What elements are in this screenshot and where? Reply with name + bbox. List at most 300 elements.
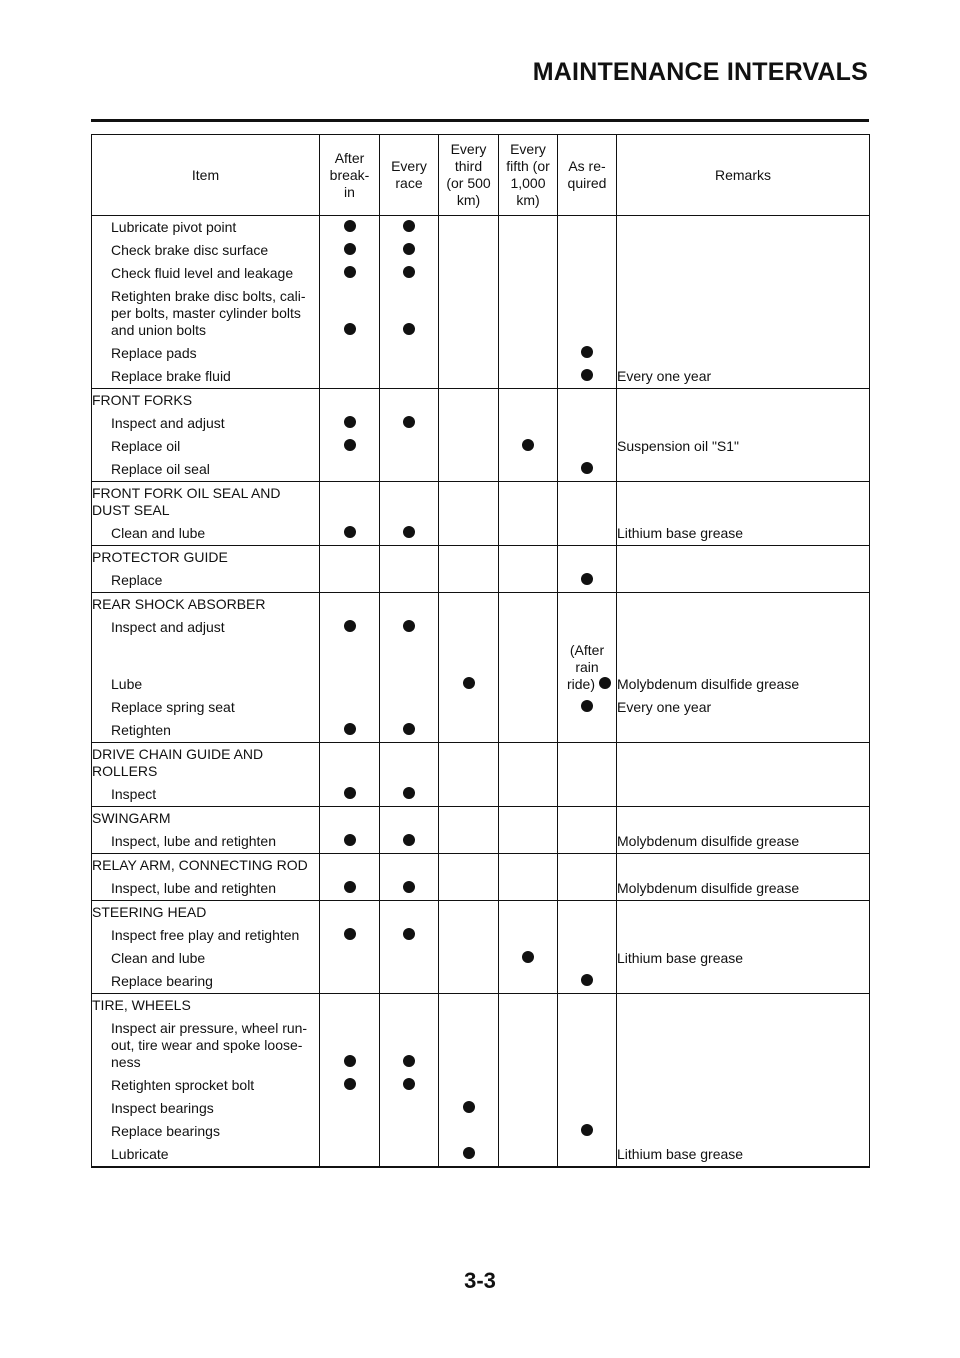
remark-text — [617, 412, 870, 435]
item-text: Replace pads — [92, 342, 320, 365]
interval-cell — [499, 342, 558, 365]
table-header-row — [92, 135, 870, 216]
table-row — [92, 854, 870, 878]
item-group-heading: REAR SHOCK ABSORBER — [92, 593, 320, 617]
table-row — [92, 924, 870, 947]
filled-circle-icon — [403, 416, 415, 428]
interval-cell — [320, 285, 380, 342]
interval-cell — [499, 783, 558, 807]
remark-text — [617, 216, 870, 240]
interval-cell — [558, 1017, 617, 1074]
interval-cell — [320, 877, 380, 901]
header-remarks: Remarks — [617, 135, 870, 216]
interval-cell — [320, 389, 380, 413]
interval-cell — [380, 639, 439, 696]
interval-cell — [499, 1120, 558, 1143]
item-text: Replace — [92, 569, 320, 593]
interval-cell — [320, 1120, 380, 1143]
filled-circle-icon — [403, 526, 415, 538]
filled-circle-icon — [581, 573, 593, 585]
interval-cell — [439, 783, 499, 807]
table-row — [92, 435, 870, 458]
item-text: Clean and lube — [92, 947, 320, 970]
interval-cell — [439, 1143, 499, 1167]
table-row — [92, 970, 870, 994]
item-text: Inspect, lube and retighten — [92, 877, 320, 901]
table-row — [92, 365, 870, 389]
interval-cell — [439, 522, 499, 546]
filled-circle-icon — [403, 1055, 415, 1067]
filled-circle-icon — [522, 439, 534, 451]
table-row — [92, 546, 870, 570]
interval-cell — [439, 412, 499, 435]
item-text: Inspect bearings — [92, 1097, 320, 1120]
interval-cell — [558, 1120, 617, 1143]
interval-cell — [439, 719, 499, 743]
item-text: Lubricate — [92, 1143, 320, 1167]
filled-circle-icon — [581, 1124, 593, 1136]
interval-cell — [499, 970, 558, 994]
interval-cell — [558, 719, 617, 743]
filled-circle-icon — [344, 526, 356, 538]
remark-text — [617, 1017, 870, 1074]
interval-cell — [558, 482, 617, 523]
title-rule — [91, 119, 869, 122]
interval-cell — [320, 924, 380, 947]
remark-text: Lithium base grease — [617, 522, 870, 546]
filled-circle-icon — [344, 439, 356, 451]
filled-circle-icon — [599, 677, 611, 689]
interval-cell — [320, 854, 380, 878]
table-row — [92, 458, 870, 482]
interval-cell — [558, 569, 617, 593]
interval-cell — [439, 639, 499, 696]
remark-text — [617, 970, 870, 994]
filled-circle-icon — [522, 951, 534, 963]
interval-cell — [380, 1017, 439, 1074]
interval-cell — [380, 901, 439, 925]
table-row — [92, 783, 870, 807]
filled-circle-icon — [403, 928, 415, 940]
header-every-third: Every third (or 500 km) — [439, 135, 499, 216]
item-text: Inspect, lube and retighten — [92, 830, 320, 854]
interval-cell — [558, 901, 617, 925]
filled-circle-icon — [581, 369, 593, 381]
interval-cell — [499, 546, 558, 570]
table-row — [92, 1074, 870, 1097]
interval-cell — [558, 1074, 617, 1097]
interval-cell — [439, 830, 499, 854]
filled-circle-icon — [344, 416, 356, 428]
interval-cell — [558, 830, 617, 854]
interval-cell — [439, 616, 499, 639]
remark-text — [617, 546, 870, 570]
table-row — [92, 696, 870, 719]
remark-text: Molybdenum disulfide grease — [617, 830, 870, 854]
interval-cell — [499, 743, 558, 784]
item-text: Inspect and adjust — [92, 616, 320, 639]
interval-cell — [439, 1120, 499, 1143]
item-text: Replace oil — [92, 435, 320, 458]
interval-cell — [320, 342, 380, 365]
interval-cell — [320, 435, 380, 458]
interval-cell — [439, 342, 499, 365]
interval-cell — [439, 696, 499, 719]
interval-cell — [499, 216, 558, 240]
interval-cell — [558, 1097, 617, 1120]
interval-cell — [320, 239, 380, 262]
filled-circle-icon — [463, 1147, 475, 1159]
interval-cell — [558, 522, 617, 546]
interval-cell — [499, 807, 558, 831]
item-text: Replace oil seal — [92, 458, 320, 482]
remark-text: Every one year — [617, 696, 870, 719]
filled-circle-icon — [344, 620, 356, 632]
interval-cell — [499, 435, 558, 458]
interval-cell — [320, 1017, 380, 1074]
filled-circle-icon — [344, 266, 356, 278]
interval-cell — [439, 216, 499, 240]
interval-cell — [439, 947, 499, 970]
header-item: Item — [92, 135, 320, 216]
item-group-heading: FRONT FORKS — [92, 389, 320, 413]
filled-circle-icon — [344, 1055, 356, 1067]
interval-cell — [380, 435, 439, 458]
filled-circle-icon — [403, 723, 415, 735]
remark-text — [617, 994, 870, 1018]
interval-cell — [439, 924, 499, 947]
interval-cell — [499, 901, 558, 925]
interval-cell — [439, 1097, 499, 1120]
interval-cell — [439, 743, 499, 784]
filled-circle-icon — [344, 1078, 356, 1090]
filled-circle-icon — [581, 974, 593, 986]
interval-cell — [320, 639, 380, 696]
interval-cell — [439, 1017, 499, 1074]
interval-cell — [499, 458, 558, 482]
filled-circle-icon — [403, 243, 415, 255]
interval-cell — [320, 365, 380, 389]
item-group-heading: SWINGARM — [92, 807, 320, 831]
item-text: Replace bearing — [92, 970, 320, 994]
interval-note: rain — [575, 659, 599, 675]
table-row — [92, 593, 870, 617]
interval-cell — [499, 639, 558, 696]
interval-cell — [380, 365, 439, 389]
interval-cell — [439, 877, 499, 901]
interval-cell — [380, 458, 439, 482]
interval-cell — [380, 262, 439, 285]
interval-cell — [499, 719, 558, 743]
table-row — [92, 569, 870, 593]
interval-cell — [380, 994, 439, 1018]
interval-cell — [499, 365, 558, 389]
remark-text — [617, 901, 870, 925]
interval-cell — [499, 1097, 558, 1120]
page-number: 3-3 — [464, 1268, 496, 1293]
table-row — [92, 216, 870, 240]
table-row — [92, 262, 870, 285]
interval-cell — [380, 743, 439, 784]
interval-cell — [320, 807, 380, 831]
table-row — [92, 616, 870, 639]
interval-cell — [558, 365, 617, 389]
interval-cell — [320, 970, 380, 994]
remark-text — [617, 262, 870, 285]
filled-circle-icon — [403, 787, 415, 799]
interval-cell — [380, 482, 439, 523]
interval-cell — [439, 482, 499, 523]
item-text: Replace spring seat — [92, 696, 320, 719]
filled-circle-icon — [581, 346, 593, 358]
interval-cell — [558, 854, 617, 878]
interval-cell — [499, 924, 558, 947]
header-every-race: Every race — [380, 135, 439, 216]
filled-circle-icon — [403, 881, 415, 893]
interval-cell — [439, 854, 499, 878]
remark-text — [617, 1074, 870, 1097]
interval-cell — [558, 389, 617, 413]
filled-circle-icon — [344, 787, 356, 799]
interval-cell — [380, 522, 439, 546]
remark-text — [617, 569, 870, 593]
item-text: Replace brake fluid — [92, 365, 320, 389]
interval-cell — [558, 807, 617, 831]
interval-cell — [380, 877, 439, 901]
interval-cell — [380, 389, 439, 413]
remark-text: Molybdenum disulfide grease — [617, 877, 870, 901]
interval-cell — [380, 830, 439, 854]
filled-circle-icon — [463, 1101, 475, 1113]
table-row — [92, 412, 870, 435]
table-row — [92, 1143, 870, 1167]
interval-cell — [439, 389, 499, 413]
remark-text: Every one year — [617, 365, 870, 389]
interval-cell — [380, 285, 439, 342]
filled-circle-icon — [403, 620, 415, 632]
remark-text: Lithium base grease — [617, 947, 870, 970]
remark-text — [617, 239, 870, 262]
table-row — [92, 947, 870, 970]
interval-cell — [380, 239, 439, 262]
interval-cell — [499, 239, 558, 262]
interval-cell — [499, 1074, 558, 1097]
interval-cell — [558, 342, 617, 365]
interval-cell — [380, 1097, 439, 1120]
remark-text — [617, 924, 870, 947]
interval-cell — [380, 1074, 439, 1097]
remark-text — [617, 1120, 870, 1143]
interval-cell — [380, 854, 439, 878]
remark-text: Lithium base grease — [617, 1143, 870, 1167]
interval-cell — [320, 616, 380, 639]
header-after-breakin: After break- in — [320, 135, 380, 216]
interval-cell — [499, 830, 558, 854]
table-row — [92, 239, 870, 262]
filled-circle-icon — [344, 834, 356, 846]
remark-text — [617, 616, 870, 639]
filled-circle-icon — [403, 266, 415, 278]
remark-text — [617, 458, 870, 482]
interval-cell — [439, 435, 499, 458]
interval-cell — [439, 262, 499, 285]
interval-cell — [320, 696, 380, 719]
interval-cell — [320, 830, 380, 854]
interval-cell — [380, 593, 439, 617]
filled-circle-icon — [403, 220, 415, 232]
interval-cell — [320, 901, 380, 925]
interval-note: ride) — [566, 676, 595, 692]
interval-cell — [558, 239, 617, 262]
interval-cell — [499, 1143, 558, 1167]
interval-cell — [320, 783, 380, 807]
interval-cell — [499, 262, 558, 285]
interval-cell — [558, 970, 617, 994]
interval-cell — [380, 342, 439, 365]
table-row — [92, 639, 870, 696]
interval-cell — [380, 783, 439, 807]
interval-cell — [439, 569, 499, 593]
table-row — [92, 743, 870, 784]
interval-cell — [320, 458, 380, 482]
table-row — [92, 877, 870, 901]
item-group-heading: DRIVE CHAIN GUIDE AND ROLLERS — [92, 743, 320, 784]
interval-cell — [558, 616, 617, 639]
remark-text — [617, 593, 870, 617]
item-text: Retighten sprocket bolt — [92, 1074, 320, 1097]
filled-circle-icon — [403, 323, 415, 335]
interval-cell — [499, 569, 558, 593]
filled-circle-icon — [403, 1078, 415, 1090]
interval-cell — [320, 546, 380, 570]
remark-text — [617, 854, 870, 878]
interval-cell — [499, 482, 558, 523]
interval-cell — [380, 216, 439, 240]
remark-text — [617, 783, 870, 807]
interval-cell — [439, 1074, 499, 1097]
table-row — [92, 807, 870, 831]
interval-cell — [439, 239, 499, 262]
item-text: Inspect — [92, 783, 320, 807]
interval-cell — [499, 412, 558, 435]
item-group-heading: TIRE, WHEELS — [92, 994, 320, 1018]
interval-cell — [558, 994, 617, 1018]
interval-cell — [558, 412, 617, 435]
interval-cell — [439, 901, 499, 925]
interval-cell — [320, 412, 380, 435]
interval-cell — [439, 546, 499, 570]
remark-text — [617, 1097, 870, 1120]
interval-cell — [499, 1017, 558, 1074]
interval-cell — [558, 1143, 617, 1167]
filled-circle-icon — [344, 928, 356, 940]
maintenance-table — [91, 134, 870, 1168]
interval-cell — [380, 1143, 439, 1167]
interval-cell — [499, 522, 558, 546]
interval-cell — [380, 924, 439, 947]
item-group-heading: RELAY ARM, CONNECTING ROD — [92, 854, 320, 878]
table-row — [92, 482, 870, 523]
interval-cell — [558, 696, 617, 719]
interval-cell — [380, 546, 439, 570]
remark-text — [617, 285, 870, 342]
interval-cell — [499, 994, 558, 1018]
filled-circle-icon — [463, 677, 475, 689]
interval-cell — [320, 569, 380, 593]
filled-circle-icon — [581, 700, 593, 712]
item-group-heading: FRONT FORK OIL SEAL AND DUST SEAL — [92, 482, 320, 523]
remark-text: Suspension oil "S1" — [617, 435, 870, 458]
interval-cell — [499, 616, 558, 639]
interval-cell — [439, 970, 499, 994]
table-row — [92, 1097, 870, 1120]
table-row — [92, 1120, 870, 1143]
interval-cell — [558, 783, 617, 807]
interval-cell — [380, 616, 439, 639]
interval-cell — [499, 696, 558, 719]
remark-text — [617, 342, 870, 365]
interval-note: (After — [569, 642, 605, 658]
interval-cell — [499, 389, 558, 413]
interval-cell — [380, 719, 439, 743]
interval-cell — [558, 458, 617, 482]
filled-circle-icon — [344, 220, 356, 232]
item-text: Lube — [92, 639, 320, 696]
interval-cell — [320, 719, 380, 743]
item-group-heading: STEERING HEAD — [92, 901, 320, 925]
page-title: MAINTENANCE INTERVALS — [532, 58, 868, 86]
interval-cell — [439, 365, 499, 389]
interval-cell — [320, 593, 380, 617]
interval-cell — [380, 807, 439, 831]
interval-cell — [439, 458, 499, 482]
interval-cell — [320, 947, 380, 970]
table-row — [92, 719, 870, 743]
table-row — [92, 901, 870, 925]
interval-cell — [499, 947, 558, 970]
item-text: Inspect free play and retighten — [92, 924, 320, 947]
interval-cell — [499, 285, 558, 342]
item-text: Inspect air pressure, wheel run-out, tire wear and spoke loose-ness — [92, 1017, 320, 1074]
interval-cell — [380, 970, 439, 994]
header-every-fifth: Every fifth (or 1,000 km) — [499, 135, 558, 216]
interval-cell — [320, 743, 380, 784]
filled-circle-icon — [344, 323, 356, 335]
interval-cell — [558, 947, 617, 970]
table-row — [92, 285, 870, 342]
remark-text: Molybdenum disulfide grease — [617, 639, 870, 696]
interval-cell — [320, 482, 380, 523]
table-row — [92, 522, 870, 546]
table-row — [92, 342, 870, 365]
item-text: Replace bearings — [92, 1120, 320, 1143]
interval-cell — [439, 593, 499, 617]
interval-cell — [439, 994, 499, 1018]
filled-circle-icon — [344, 881, 356, 893]
interval-cell — [380, 1120, 439, 1143]
interval-cell — [558, 639, 617, 696]
interval-cell — [558, 262, 617, 285]
table-row — [92, 1017, 870, 1074]
table-body — [92, 216, 870, 1168]
item-text: Clean and lube — [92, 522, 320, 546]
interval-cell — [558, 924, 617, 947]
item-text: Check brake disc surface — [92, 239, 320, 262]
item-text: Retighten brake disc bolts, cali-per bolts, master cylinder bolts and union bolts — [92, 285, 320, 342]
interval-cell — [380, 569, 439, 593]
remark-text — [617, 743, 870, 784]
interval-cell — [320, 522, 380, 546]
